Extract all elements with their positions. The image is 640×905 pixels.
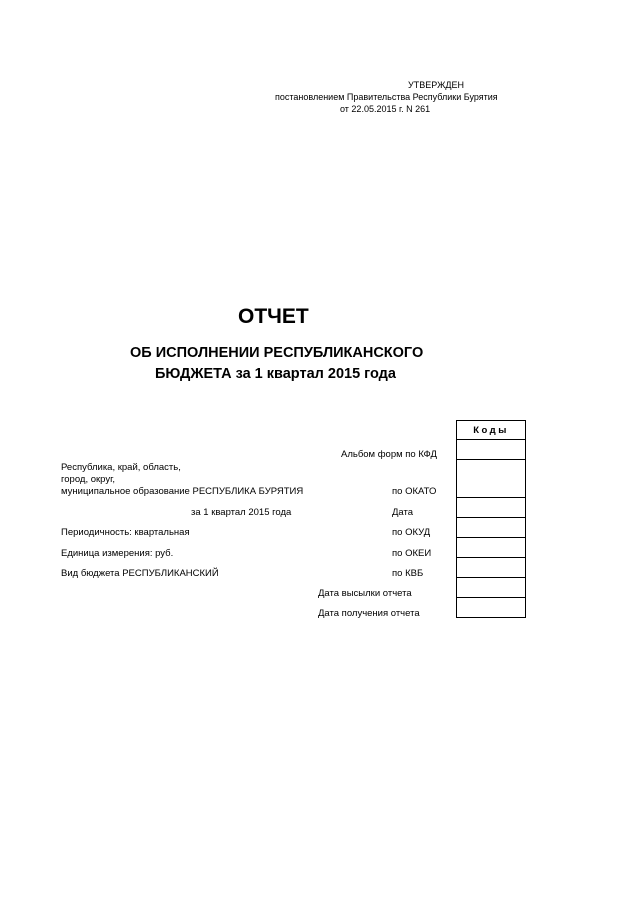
region-label-line2: город, округ, [61,474,116,485]
code-cell-kfd [457,440,526,460]
kvb-label: по КВБ [392,568,424,579]
okud-label: по ОКУД [392,527,431,538]
sent-date-label: Дата высылки отчета [318,588,412,599]
region-label-line3: муниципальное образование РЕСПУБЛИКА БУРЯТИЯ [61,486,304,497]
report-title: ОТЧЕТ [238,305,309,328]
report-subtitle-line1: ОБ ИСПОЛНЕНИИ РЕСПУБЛИКАНСКОГО [130,345,424,361]
region-label-line1: Республика, край, область, [61,462,181,473]
periodicity-label: Периодичность: квартальная [61,527,190,538]
unit-label: Единица измерения: руб. [61,548,174,559]
code-cell-kvb [457,558,526,578]
code-cell-okud [457,518,526,538]
budget-type-label: Вид бюджета РЕСПУБЛИКАНСКИЙ [61,568,219,579]
codes-table [456,420,526,618]
date-label: Дата [392,507,414,518]
received-date-label: Дата получения отчета [318,608,420,619]
code-cell-sent-date [457,578,526,598]
approval-date: от 22.05.2015 г. N 261 [340,104,431,114]
code-cell-okato [457,460,526,498]
code-cell-okei [457,538,526,558]
code-cell-received-date [457,598,526,618]
okato-label: по ОКАТО [392,486,437,497]
report-period: за 1 квартал 2015 года [191,507,292,518]
okei-label: по ОКЕИ [392,548,432,559]
code-cell-date [457,498,526,518]
report-subtitle-line2: БЮДЖЕТА за 1 квартал 2015 года [155,366,396,382]
approval-title: УТВЕРЖДЕН [408,80,465,90]
album-label: Альбом форм по КФД [341,449,437,460]
approval-decree: постановлением Правительства Республики Бурятия [275,92,498,102]
codes-header: Коды [457,421,526,440]
